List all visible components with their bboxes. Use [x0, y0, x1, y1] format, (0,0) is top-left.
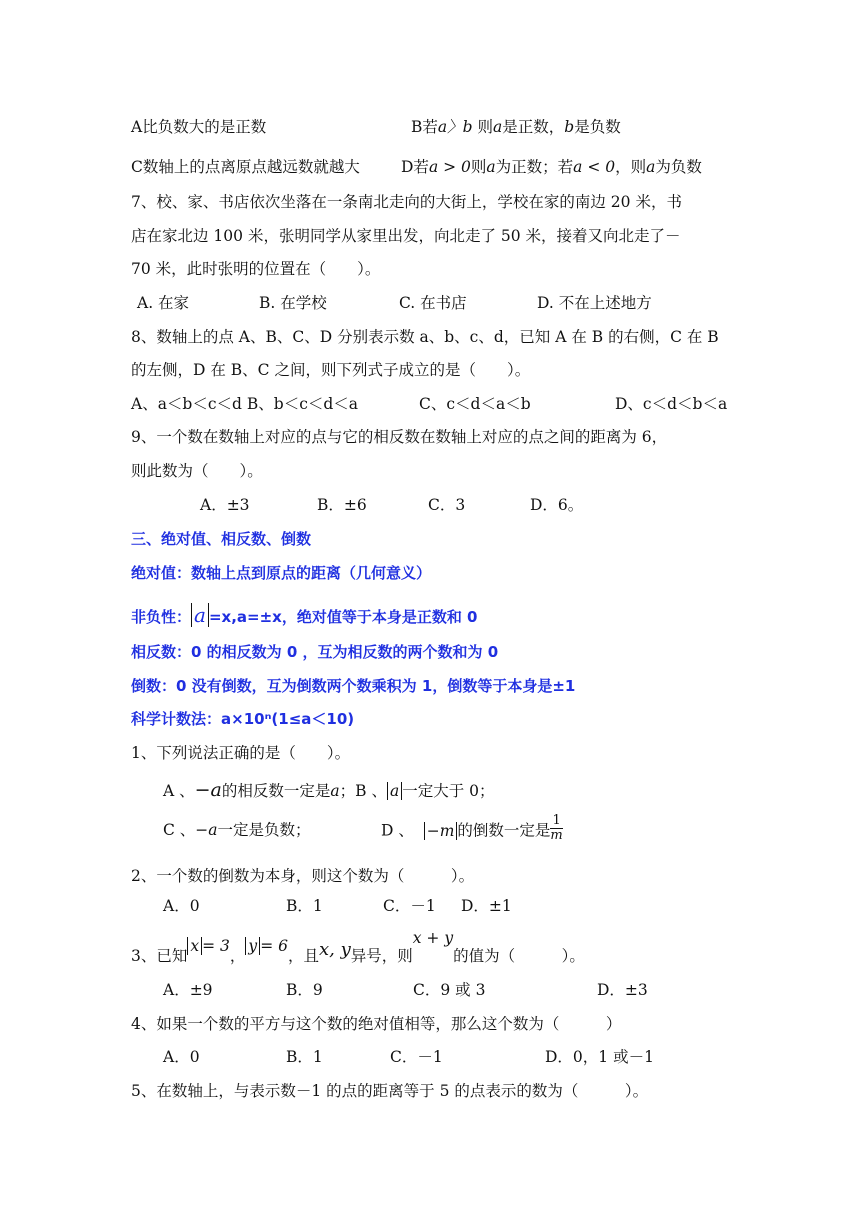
q7-line-3: 70 米，此时张明的位置在（ ）。: [131, 260, 381, 278]
q9-option-a: A．±3: [200, 496, 250, 514]
p4-option-c: C．－1: [390, 1048, 443, 1066]
q6-option-c: C数轴上的点离原点越远数就越大: [131, 158, 360, 176]
math-abs-neg-m: −m: [424, 822, 458, 840]
section-title: 三、绝对值、相反数、倒数: [131, 530, 312, 548]
q8-option-c: C、c＜d＜a＜b: [419, 395, 531, 413]
p3-option-d: D．±3: [597, 981, 648, 999]
p1-option-d: D 、 −m 的倒数一定是 $\frac{1}{m}$: [381, 813, 563, 843]
q9-option-b: B．±6: [317, 496, 367, 514]
p3-stem: 3、已知x = 3，y = 6，且x, y异号，则x + y的值为（ ）。: [131, 929, 585, 965]
p5-stem: 5、在数轴上，与表示数－1 的点的距离等于 5 的点表示的数为（ ）。: [131, 1082, 649, 1100]
q6-option-d: D若a > 0则a为正数；若a < 0，则a为负数: [401, 158, 702, 176]
def-opposite: 相反数：0 的相反数为 0 ，互为相反数的两个数和为 0: [131, 643, 499, 661]
q6-row-cd: [131, 157, 702, 177]
p3-option-b: B．9: [286, 981, 323, 999]
q9-option-d: D．6。: [530, 496, 584, 514]
q7-option-a: A. 在家: [137, 294, 190, 312]
q7-line-1: 7、校、家、书店依次坐落在一条南北走向的大街上，学校在家的南边 20 米，书: [131, 193, 682, 211]
q8-line-1: 8、数轴上的点 A、B、C、D 分别表示数 a、b、c、d，已知 A 在 B 的右侧，C 在 B: [131, 328, 719, 346]
p2-option-a: A．0: [163, 897, 200, 915]
math-neg-a-c: −a: [195, 821, 218, 839]
math-abs-a: a: [191, 603, 209, 627]
p1-row-cd: C 、−a一定是负数； D 、 −m 的倒数一定是 $\frac{1}{m}$: [163, 813, 563, 843]
p4-option-a: A．0: [163, 1048, 200, 1066]
q6-option-a: A比负数大的是正数: [131, 118, 267, 136]
math-abs-a-small: a: [387, 782, 402, 800]
p2-stem: 2、一个数的倒数为本身，则这个数为（ ）。: [131, 867, 475, 885]
def-non-negative: 非负性： a =x,a=±x，绝对值等于本身是正数和 0: [131, 603, 478, 627]
p4-option-b: B．1: [286, 1048, 323, 1066]
p2-option-c: C．－1: [383, 897, 436, 915]
math-abs-y-eq-6: y = 6: [245, 937, 288, 955]
q9-line-1: 9、一个数在数轴上对应的点与它的相反数在数轴上对应的点之间的距离为 6，: [131, 428, 668, 446]
p4-stem: 4、如果一个数的平方与这个数的绝对值相等，那么这个数为（ ）: [131, 1015, 622, 1033]
q6-row-ab: [131, 117, 621, 137]
q8-line-2: 的左侧，D 在 B、C 之间，则下列式子成立的是（ ）。: [131, 361, 531, 379]
q8-option-d: D、c＜d＜b＜a: [615, 395, 728, 413]
p2-option-d: D．±1: [461, 897, 512, 915]
def-scientific-notation: 科学计数法：a×10ⁿ(1≤a＜10): [131, 710, 355, 728]
q7-option-b: B. 在学校: [259, 294, 327, 312]
q7-line-2: 店在家北边 100 米，张明同学从家里出发，向北走了 50 米，接着又向北走了－: [131, 227, 681, 245]
q7-option-d: D. 不在上述地方: [537, 294, 652, 312]
p2-option-b: B．1: [286, 897, 323, 915]
math-neg-a: −a: [194, 779, 222, 801]
math-frac-1-over-m: $\frac{1}{m}$: [550, 813, 563, 843]
math-x-y: x, y: [318, 939, 351, 960]
p1-row-ab: A 、−a的相反数一定是a；B 、 a 一定大于 0；: [163, 779, 495, 801]
def-absolute-value: 绝对值：数轴上点到原点的距离（几何意义）: [131, 564, 432, 582]
q8-option-ab: A、a＜b＜c＜d B、b＜c＜d＜a: [131, 395, 359, 413]
math-a-gt-b: a〉b: [437, 118, 473, 136]
q9-line-2: 则此数为（ ）。: [131, 462, 263, 480]
q6-option-b: B若a〉b 则a是正数，b是负数: [411, 118, 621, 136]
p3-option-a: A．±9: [163, 981, 213, 999]
p4-option-d: D．0，1 或－1: [545, 1048, 654, 1066]
math-abs-x-eq-3: x = 3: [187, 937, 230, 955]
p1-stem: 1、下列说法正确的是（ ）。: [131, 744, 351, 762]
q9-option-c: C．3: [428, 496, 466, 514]
q7-option-c: C. 在书店: [399, 294, 467, 312]
def-reciprocal: 倒数：0 没有倒数，互为倒数两个数乘积为 1，倒数等于本身是±1: [131, 677, 576, 695]
math-x-plus-y: x + y: [412, 929, 454, 947]
p3-option-c: C．9 或 3: [413, 981, 486, 999]
